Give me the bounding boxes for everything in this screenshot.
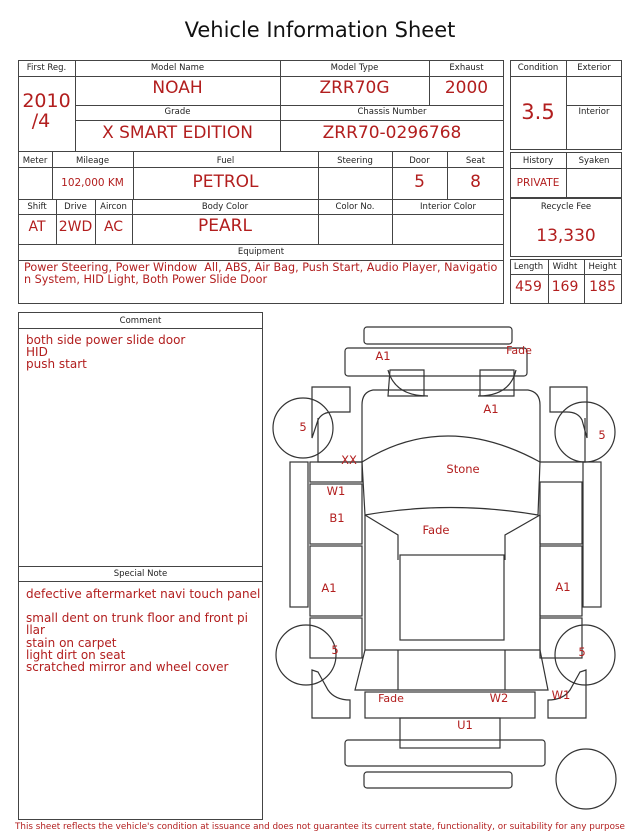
comment-line: HID: [26, 345, 48, 359]
damage-mark: XX: [341, 453, 357, 467]
vehicle-damage-diagram: [270, 320, 630, 820]
special-note-line: scratched mirror and wheel cover: [26, 660, 229, 674]
body-color-value: PEARL: [198, 216, 252, 236]
damage-mark: A1: [483, 402, 499, 416]
steering-label: Steering: [337, 156, 373, 166]
equipment-line-1: Power Steering, Power Window All, ABS, Air Bag, Push Start, Audio Player, Navigatio: [24, 261, 498, 274]
model-type-value: ZRR70G: [319, 78, 390, 98]
comment-line: both side power slide door: [26, 333, 186, 347]
damage-mark: 5: [598, 428, 606, 442]
model-name-label: Model Name: [150, 63, 205, 73]
grade-value: X SMART EDITION: [102, 123, 253, 143]
notes-panel: [18, 312, 263, 820]
damage-mark: Fade: [378, 692, 404, 705]
model-type-label: Model Type: [330, 63, 379, 73]
special-note-label: Special Note: [113, 569, 168, 579]
special-note-line: llar: [26, 623, 45, 637]
damage-mark: 5: [331, 643, 339, 657]
first-reg-label: First Reg.: [26, 63, 67, 73]
exhaust-label: Exhaust: [449, 63, 484, 73]
comment-line: push start: [26, 357, 87, 371]
height-label: Height: [588, 262, 617, 272]
mileage-value: 102,000 KM: [61, 177, 124, 189]
seat-label: Seat: [465, 156, 486, 166]
damage-mark: W1: [551, 688, 571, 702]
interior-color-label: Interior Color: [420, 202, 476, 212]
damage-mark: A1: [321, 581, 337, 595]
disclaimer-footer: This sheet reflects the vehicle's condition at issuance and does not guarantee its current state, functionality, or suitability for any purpose: [15, 822, 625, 832]
meter-label: Meter: [22, 156, 48, 166]
chassis-number-value: ZRR70-0296768: [322, 123, 462, 143]
door-label: Door: [409, 156, 430, 166]
damage-mark: 5: [578, 645, 586, 659]
history-label: History: [522, 156, 554, 166]
width-value: 169: [551, 279, 579, 295]
recycle-fee-label: Recycle Fee: [540, 202, 592, 212]
exterior-label: Exterior: [577, 63, 611, 73]
history-value: PRIVATE: [516, 177, 560, 189]
damage-mark: 5: [299, 420, 307, 434]
shift-label: Shift: [27, 202, 47, 212]
width-label: Widht: [552, 262, 578, 272]
special-note-line: small dent on trunk floor and front pi: [26, 611, 248, 625]
length-label: Length: [513, 262, 544, 272]
length-value: 459: [515, 279, 542, 295]
damage-mark: Fade: [506, 344, 532, 357]
aircon-label: Aircon: [100, 202, 127, 212]
grade-label: Grade: [164, 107, 191, 117]
seat-value: 8: [470, 172, 481, 192]
equipment-line-2: n System, HID Light, Both Power Slide Door: [24, 273, 268, 286]
damage-mark: Stone: [446, 462, 480, 476]
shift-value: AT: [28, 219, 46, 235]
special-note-line: stain on carpet: [26, 636, 117, 650]
first-reg-year: 2010: [22, 90, 71, 112]
special-note-line: light dirt on seat: [26, 648, 126, 662]
damage-mark: W1: [326, 484, 346, 498]
damage-mark: U1: [457, 718, 473, 732]
recycle-fee-value: 13,330: [536, 226, 596, 246]
comment-label: Comment: [119, 316, 162, 326]
interior-label: Interior: [578, 107, 610, 117]
drive-value: 2WD: [58, 219, 93, 235]
condition-label: Condition: [517, 63, 559, 73]
sheet-title: Vehicle Information Sheet: [184, 18, 456, 42]
color-no-label: Color No.: [335, 202, 375, 212]
damage-mark: A1: [375, 349, 391, 363]
damage-mark: Fade: [422, 523, 450, 537]
height-value: 185: [589, 279, 616, 295]
model-name-value: NOAH: [152, 78, 203, 98]
door-value: 5: [414, 172, 425, 192]
damage-mark: W2: [489, 691, 509, 705]
fuel-label: Fuel: [216, 156, 235, 166]
first-reg-month: /4: [31, 110, 51, 132]
condition-value: 3.5: [521, 100, 555, 124]
body-color-label: Body Color: [201, 202, 249, 212]
special-note-line: defective aftermarket navi touch panel: [26, 587, 261, 601]
fuel-value: PETROL: [192, 172, 259, 192]
syaken-label: Syaken: [578, 156, 610, 166]
mileage-label: Mileage: [75, 156, 110, 166]
chassis-number-label: Chassis Number: [357, 107, 427, 117]
aircon-value: AC: [103, 219, 124, 235]
exhaust-value: 2000: [444, 78, 489, 98]
damage-mark: B1: [329, 511, 345, 525]
equipment-label: Equipment: [237, 247, 285, 257]
drive-label: Drive: [64, 202, 87, 212]
damage-mark: A1: [555, 580, 571, 594]
